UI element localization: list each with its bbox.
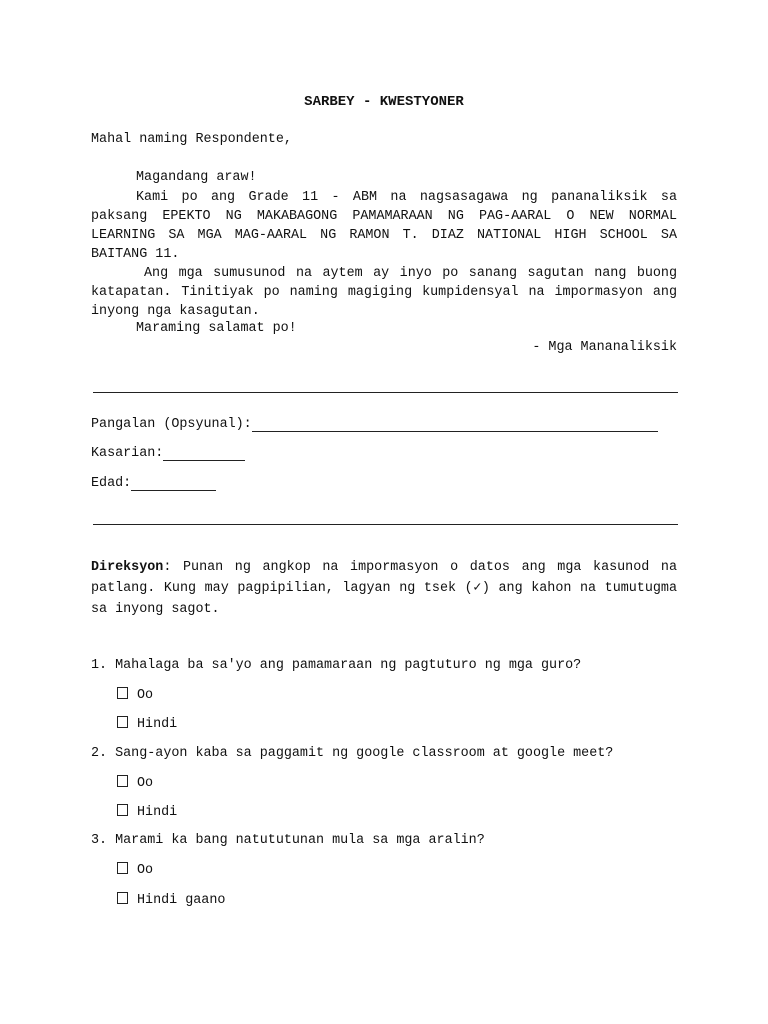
salutation: Magandang araw! — [136, 170, 257, 185]
option-label: Hindi — [137, 805, 178, 820]
question-3: 3. Marami ka bang natututunan mula sa mga aralin? — [91, 833, 485, 848]
question-1-option-oo[interactable] — [117, 687, 153, 703]
greeting: Mahal naming Respondente, — [91, 132, 292, 147]
age-field-row — [91, 476, 216, 491]
option-label: Oo — [137, 776, 154, 791]
age-label: Edad: — [91, 476, 132, 491]
instruction-paragraph: Ang mga sumusunod na aytem ay inyo po sanang sagutan nang buong katapatan. Tinitiyak po naming magiging kumpidensyal na impormasyon ang inyong nga kasagutan. — [91, 266, 677, 319]
name-field-row — [91, 417, 658, 432]
option-label: Oo — [137, 863, 154, 878]
option-label: Hindi gaano — [137, 893, 226, 908]
intro-paragraph: Kami po ang Grade 11 - ABM na nagsasagawa ng pananaliksik sa paksang EPEKTO NG MAKABAGONG PAMAMARAAN NG PAG-AARAL O NEW NORMAL LEARNING SA MGA MAG-AARAL NG RAMON T. DIAZ NATIONAL HIGH SCHOOL SA BAITANG 11. — [91, 190, 677, 262]
sex-field-row — [91, 446, 245, 461]
checkbox-icon[interactable] — [117, 775, 128, 787]
checkbox-icon[interactable] — [117, 804, 128, 816]
question-2-option-oo[interactable] — [117, 775, 153, 791]
direction-label: Direksyon — [91, 560, 164, 575]
option-label: Oo — [137, 688, 154, 703]
checkbox-icon[interactable] — [117, 716, 128, 728]
divider-bottom — [93, 524, 678, 525]
document-title: SARBEY - KWESTYONER — [304, 94, 464, 110]
question-2-option-hindi[interactable] — [117, 804, 177, 820]
question-1: 1. Mahalaga ba sa'yo ang pamamaraan ng pagtuturo ng mga guro? — [91, 658, 582, 673]
checkbox-icon[interactable] — [117, 687, 128, 699]
question-1-option-hindi[interactable] — [117, 716, 177, 732]
divider-top — [93, 392, 678, 393]
question-3-option-hindi-gaano[interactable] — [117, 892, 225, 908]
name-label: Pangalan (Opsyunal): — [91, 417, 252, 432]
name-input-line[interactable] — [252, 417, 658, 432]
direction-paragraph — [91, 557, 677, 620]
question-2: 2. Sang-ayon kaba sa paggamit ng google classroom at google meet? — [91, 746, 614, 761]
checkbox-icon[interactable] — [117, 892, 128, 904]
age-input-line[interactable] — [131, 476, 216, 491]
question-3-option-oo[interactable] — [117, 862, 153, 878]
option-label: Hindi — [137, 717, 178, 732]
checkbox-icon[interactable] — [117, 862, 128, 874]
signature: - Mga Mananaliksik — [532, 340, 677, 355]
sex-input-line[interactable] — [163, 446, 245, 461]
direction-text: : Punan ng angkop na impormasyon o datos ang mga kasunod na patlang. Kung may pagpipilian, lagyan ng tsek (✓) ang kahon na tumutugma sa inyong sagot. — [91, 560, 677, 617]
sex-label: Kasarian: — [91, 446, 164, 461]
thanks-line: Maraming salamat po! — [136, 321, 297, 336]
